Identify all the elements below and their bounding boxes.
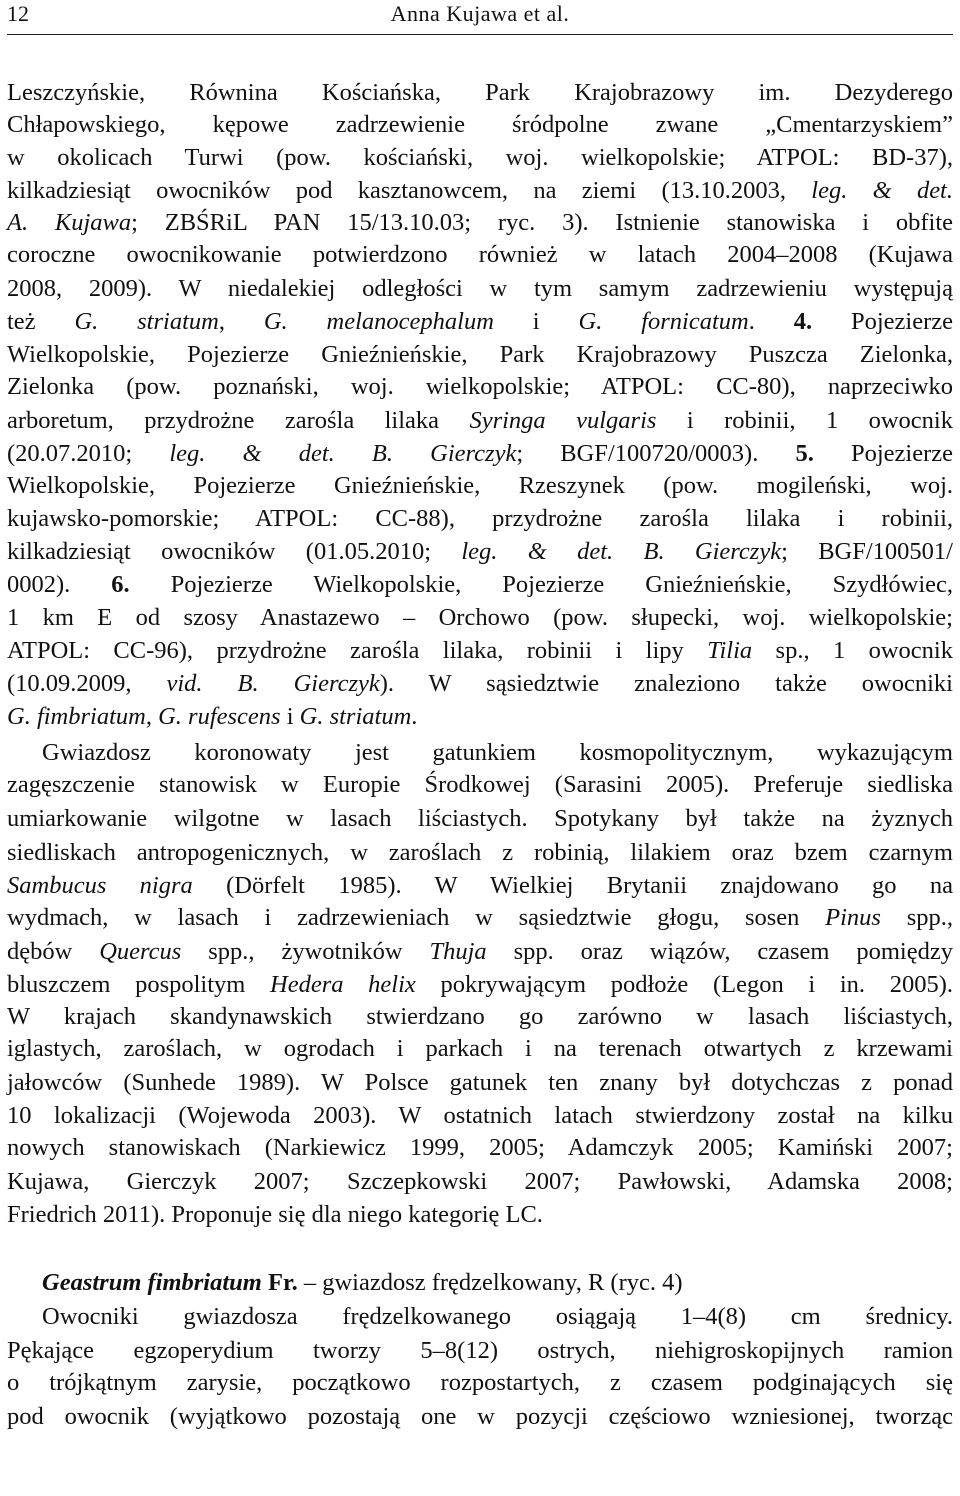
text-run: Chłapowskiego, kępowe zadrzewienie śródpolne zwane „Cmentarzyskiem” xyxy=(7,111,953,138)
text-run: – gwiazdosz frędzelkowany, R (ryc. 4) xyxy=(297,1269,683,1296)
text-line xyxy=(42,1302,953,1332)
emphasis-run: G. melanocephalum xyxy=(263,308,494,335)
text-line xyxy=(7,340,953,370)
emphasis-run: A. Kujawa xyxy=(7,209,132,236)
emphasis-run: leg. & det. B. Gierczyk xyxy=(461,538,782,565)
text-line xyxy=(7,1402,953,1432)
text-run: arboretum, przydrożne zarośla lilaka xyxy=(7,407,470,434)
text-run: Kujawa, Gierczyk 2007; Szczepkowski 2007; Pawłowski, Adamska 2008; xyxy=(7,1168,953,1195)
emphasis-run: 5. xyxy=(795,440,814,467)
emphasis-run: leg. & det. B. Gierczyk xyxy=(169,440,517,467)
text-run: pod owocnik (wyjątkowo pozostają one w pozycji częściowo wzniesionej, tworząc xyxy=(7,1403,953,1430)
text-run: umiarkowanie wilgotne w lasach liściastych. Spotykany był także na żyznych xyxy=(7,805,953,832)
emphasis-run: Sambucus nigra xyxy=(7,872,193,899)
text-line xyxy=(7,143,953,173)
emphasis-run: Fr. xyxy=(267,1269,298,1296)
text-line xyxy=(7,110,953,140)
text-line xyxy=(7,636,953,666)
text-run: i robinii, 1 owocnik xyxy=(656,407,953,434)
text-line xyxy=(7,903,953,933)
text-line xyxy=(7,1101,953,1131)
text-line xyxy=(7,537,953,567)
text-line xyxy=(7,406,953,436)
text-run: kilkadziesiąt owocników pod kasztanowcem, na ziemi (13.10.2003, xyxy=(7,177,812,204)
text-line xyxy=(7,1133,953,1163)
text-line xyxy=(7,78,953,108)
text-run: coroczne owocnikowanie potwierdzono również w latach 2004–2008 (Kujawa xyxy=(7,241,953,268)
text-line xyxy=(7,937,953,967)
page-number: 12 xyxy=(7,1,29,26)
text-line xyxy=(7,1200,953,1230)
text-run: zagęszczenie stanowisk w Europie Środkowej (Sarasini 2005). Preferuje siedliska xyxy=(7,771,953,798)
text-run: Friedrich 2011). Proponuje się dla niego kategorię LC. xyxy=(7,1201,543,1228)
text-line xyxy=(7,1167,953,1197)
text-run: w okolicach Turwi (pow. kościański, woj. wielkopolskie; ATPOL: BD-37), xyxy=(7,144,953,171)
text-line xyxy=(7,1002,953,1032)
text-run: 2008, 2009). W niedalekiej odległości w tym samym zadrzewieniu występują xyxy=(7,275,953,302)
text-run: (10.09.2009, xyxy=(7,670,167,697)
text-run: spp., xyxy=(880,904,954,931)
text-run: nowych stanowiskach (Narkiewicz 1999, 2005; Adamczyk 2005; Kamiński 2007; xyxy=(7,1134,953,1161)
text-run: iglastych, zaroślach, w ogrodach i parkach i na terenach otwartych z krzewami xyxy=(7,1035,953,1062)
text-run: Zielonka (pow. poznański, woj. wielkopolskie; ATPOL: CC-80), naprzeciwko xyxy=(7,373,953,400)
text-run: . xyxy=(411,703,418,730)
text-line xyxy=(7,240,953,270)
text-line xyxy=(7,1336,953,1366)
text-run: W krajach skandynawskich stwierdzano go zarówno w lasach liściastych, xyxy=(7,1003,953,1030)
text-line xyxy=(7,208,953,238)
text-run: też xyxy=(7,308,75,335)
text-line xyxy=(7,1068,953,1098)
text-run: 10 lokalizacji (Wojewoda 2003). W ostatnich latach stwierdzony został na kilku xyxy=(7,1102,953,1129)
emphasis-run: G. striatum xyxy=(299,703,412,730)
text-run: (Dörfelt 1985). W Wielkiej Brytanii znajdowano go na xyxy=(192,872,953,899)
text-run: kujawsko-pomorskie; ATPOL: CC-88), przydrożne zarośla lilaka i robinii, xyxy=(7,505,953,532)
text-run: kilkadziesiąt owocników (01.05.2010; xyxy=(7,538,462,565)
text-run: bluszczem pospolitym xyxy=(7,971,271,998)
text-line xyxy=(7,970,953,1000)
text-line xyxy=(7,1368,953,1398)
text-line xyxy=(7,669,953,699)
text-run: Pojezierze Wielkopolskie, Pojezierze Gnieźnieńskie, Szydłówiec, xyxy=(129,571,953,598)
emphasis-run: G. striatum xyxy=(74,308,219,335)
text-run: ; BGF/100501/ xyxy=(781,538,953,565)
text-line xyxy=(7,372,953,402)
text-run: i xyxy=(493,308,579,335)
text-run: (20.07.2010; xyxy=(7,440,170,467)
text-run: ATPOL: CC-96), przydrożne zarośla lilaka, robinii i lipy xyxy=(7,637,708,664)
text-run: wydmach, w lasach i zadrzewieniach w sąsiedztwie głogu, sosen xyxy=(7,904,826,931)
text-line xyxy=(7,702,953,732)
text-run: , xyxy=(218,308,264,335)
emphasis-run: Geastrum fimbriatum xyxy=(42,1269,262,1296)
text-run: jałowców (Sunhede 1989). W Polsce gatunek ten znany był dotychczas z ponad xyxy=(7,1069,953,1096)
text-line xyxy=(7,176,953,206)
text-run: Gwiazdosz koronowaty jest gatunkiem kosmopolitycznym, wykazującym xyxy=(42,739,953,766)
text-run: ; ZBŚRiL PAN 15/13.10.03; ryc. 3). Istnienie stanowiska i obfite xyxy=(131,209,954,236)
text-run: Owocniki gwiazdosza frędzelkowanego osiągają 1–4(8) cm średnicy. xyxy=(42,1303,953,1330)
emphasis-run: G. fornicatum xyxy=(578,308,749,335)
emphasis-run: Pinus xyxy=(825,904,881,931)
text-run: spp. oraz wiązów, czasem pomiędzy xyxy=(486,938,953,965)
text-run: , xyxy=(145,703,159,730)
text-run: Wielkopolskie, Pojezierze Gnieźnieńskie, Rzeszynek (pow. mogileński, woj. xyxy=(7,472,953,499)
text-run: sp., 1 owocnik xyxy=(752,637,953,664)
text-line xyxy=(7,838,953,868)
text-run: i xyxy=(280,703,300,730)
text-run: spp., żywotników xyxy=(181,938,430,965)
emphasis-run: G. rufescens xyxy=(158,703,281,730)
text-run: Pojezierze xyxy=(812,308,954,335)
text-line xyxy=(7,871,953,901)
emphasis-run: leg. & det. xyxy=(811,177,953,204)
emphasis-run: Hedera helix xyxy=(270,971,416,998)
running-header xyxy=(7,0,953,35)
emphasis-run: Syringa vulgaris xyxy=(469,407,657,434)
text-line xyxy=(7,1034,953,1064)
running-head-authors: Anna Kujawa et al. xyxy=(390,1,570,26)
text-line xyxy=(7,804,953,834)
text-line xyxy=(7,471,953,501)
text-run: ; BGF/100720/0003). xyxy=(516,440,796,467)
text-line xyxy=(7,504,953,534)
text-run: Pojezierze xyxy=(813,440,953,467)
emphasis-run: G. fimbriatum xyxy=(7,703,146,730)
text-line xyxy=(7,770,953,800)
text-run: . xyxy=(748,308,794,335)
text-run: 1 km E od szosy Anastazewo – Orchowo (pow. słupecki, woj. wielkopolskie; xyxy=(7,604,953,631)
emphasis-run: Quercus xyxy=(99,938,182,965)
emphasis-run: 4. xyxy=(793,308,813,335)
text-run: Pękające egzoperydium tworzy 5–8(12) ostrych, niehigroskopijnych ramion xyxy=(7,1337,953,1364)
text-run: Leszczyńskie, Równina Kościańska, Park Krajobrazowy im. Dezyderego xyxy=(7,79,953,106)
text-line xyxy=(42,738,953,768)
text-run: o trójkątnym zarysie, początkowo rozpostartych, z czasem podginających się xyxy=(7,1369,953,1396)
text-run: Wielkopolskie, Pojezierze Gnieźnieńskie, Park Krajobrazowy Puszcza Zielonka, xyxy=(7,341,953,368)
text-line xyxy=(7,603,953,633)
text-line xyxy=(7,274,953,304)
emphasis-run: 6. xyxy=(111,571,130,598)
emphasis-run: Tilia xyxy=(707,637,753,664)
text-line xyxy=(42,1268,953,1298)
text-line xyxy=(7,570,953,600)
text-run: dębów xyxy=(7,938,100,965)
text-line xyxy=(7,439,953,469)
emphasis-run: vid. B. Gierczyk xyxy=(166,670,380,697)
text-run: pokrywającym podłoże (Legon i in. 2005). xyxy=(415,971,953,998)
emphasis-run: Thuja xyxy=(429,938,487,965)
text-run: siedliskach antropogenicznych, w zaroślach z robinią, lilakiem oraz bzem czarnym xyxy=(7,839,953,866)
text-line xyxy=(7,307,953,337)
text-run: ). W sąsiedztwie znaleziono także owocniki xyxy=(379,670,953,697)
text-run: 0002). xyxy=(7,571,112,598)
